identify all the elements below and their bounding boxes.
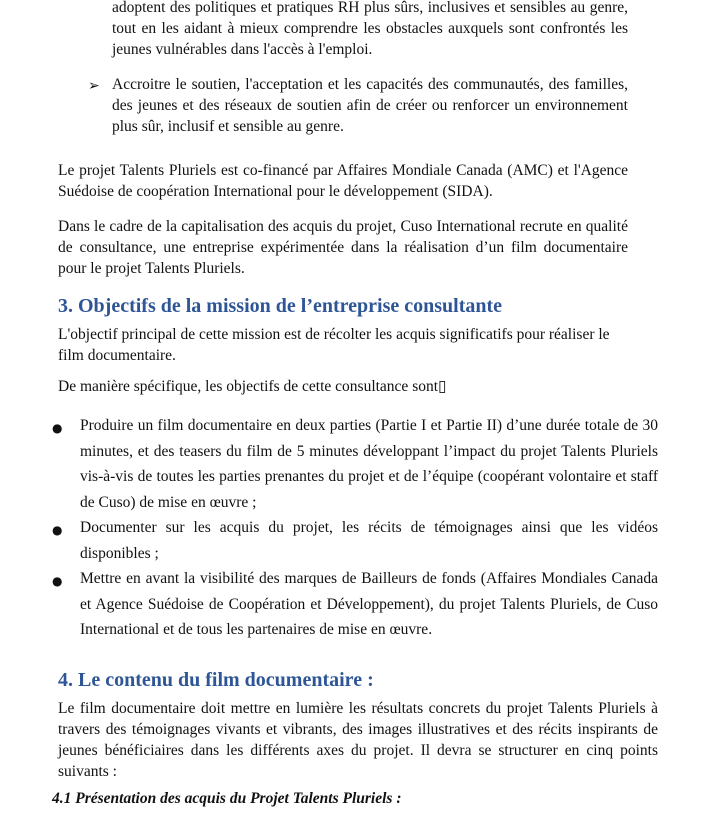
bullet-icon: ● xyxy=(52,523,63,537)
section-4-heading: 4. Le contenu du film documentaire : xyxy=(58,669,374,691)
section-3-heading: 3. Objectifs de la mission de l’entreprise consultante xyxy=(58,295,503,317)
subsection-4-1-heading: 4.1 Présentation des acquis du Projet Talents Pluriels : xyxy=(52,790,402,807)
section-3-specific: De manière spécifique, les objectifs de cette consultance sont▯ xyxy=(58,378,447,395)
objective-bullet-2: Documenter sur les acquis du projet, les récits de témoignages ainsi que les vidéos disponibles ; xyxy=(80,519,658,562)
paragraph-capitalisation: Dans le cadre de la capitalisation des acquis du projet, Cuso International recrute en qualité de consultance, une entreprise expérimentée dans la réalisation d’un film documentaire pour le projet Talents Pluriels. xyxy=(58,218,628,277)
section-4-intro: Le film documentaire doit mettre en lumière les résultats concrets du projet Talents Pluriels à travers des témoignages vivants et vibrants, des images illustratives et des récits inspirants de jeunes bénéficiaires dans les différents axes du projet. Il devra se structurer en cinq points suivants : xyxy=(58,700,658,780)
paragraph-cofinancing: Le projet Talents Pluriels est co-financé par Affaires Mondiale Canada (AMC) et l'Agence Suédoise de coopération International pour le développement (SIDA). xyxy=(58,162,628,200)
list-item-support: Accroitre le soutien, l'acceptation et les capacités des communautés, des familles, des jeunes et des réseaux de soutien afin de créer ou renforcer un environnement plus sûr, inclusif et sensible au genre. xyxy=(112,76,628,135)
bullet-icon: ● xyxy=(52,421,63,435)
bullet-icon: ● xyxy=(52,574,63,588)
arrow-bullet-icon: ➢ xyxy=(88,78,100,94)
objective-bullet-1: Produire un film documentaire en deux parties (Partie I et Partie II) d’une durée totale de 30 minutes, et des teasers du film de 5 minutes développant l’impact du projet Talents Pluriels vis-à-vis de toutes les parties prenantes du projet et de l’équipe (coopérant volontaire et staff de Cuso) de mise en œuvre ; xyxy=(80,417,658,511)
list-item-continuation: adoptent des politiques et pratiques RH plus sûrs, inclusives et sensibles au genre, tout en les aidant à mieux comprendre les obstacles auxquels sont confrontés les jeunes vulnérables dans l'accès à l'emploi. xyxy=(112,0,628,58)
objective-bullet-3: Mettre en avant la visibilité des marques de Bailleurs de fonds (Affaires Mondiales Canada et Agence Suédoise de Coopération et Développement), du projet Talents Pluriels, de Cuso International et de tous les partenaires de mise en œuvre. xyxy=(80,570,658,638)
section-3-intro: L'objectif principal de cette mission est de récolter les acquis significatifs pour réaliser le film documentaire. xyxy=(58,326,610,364)
